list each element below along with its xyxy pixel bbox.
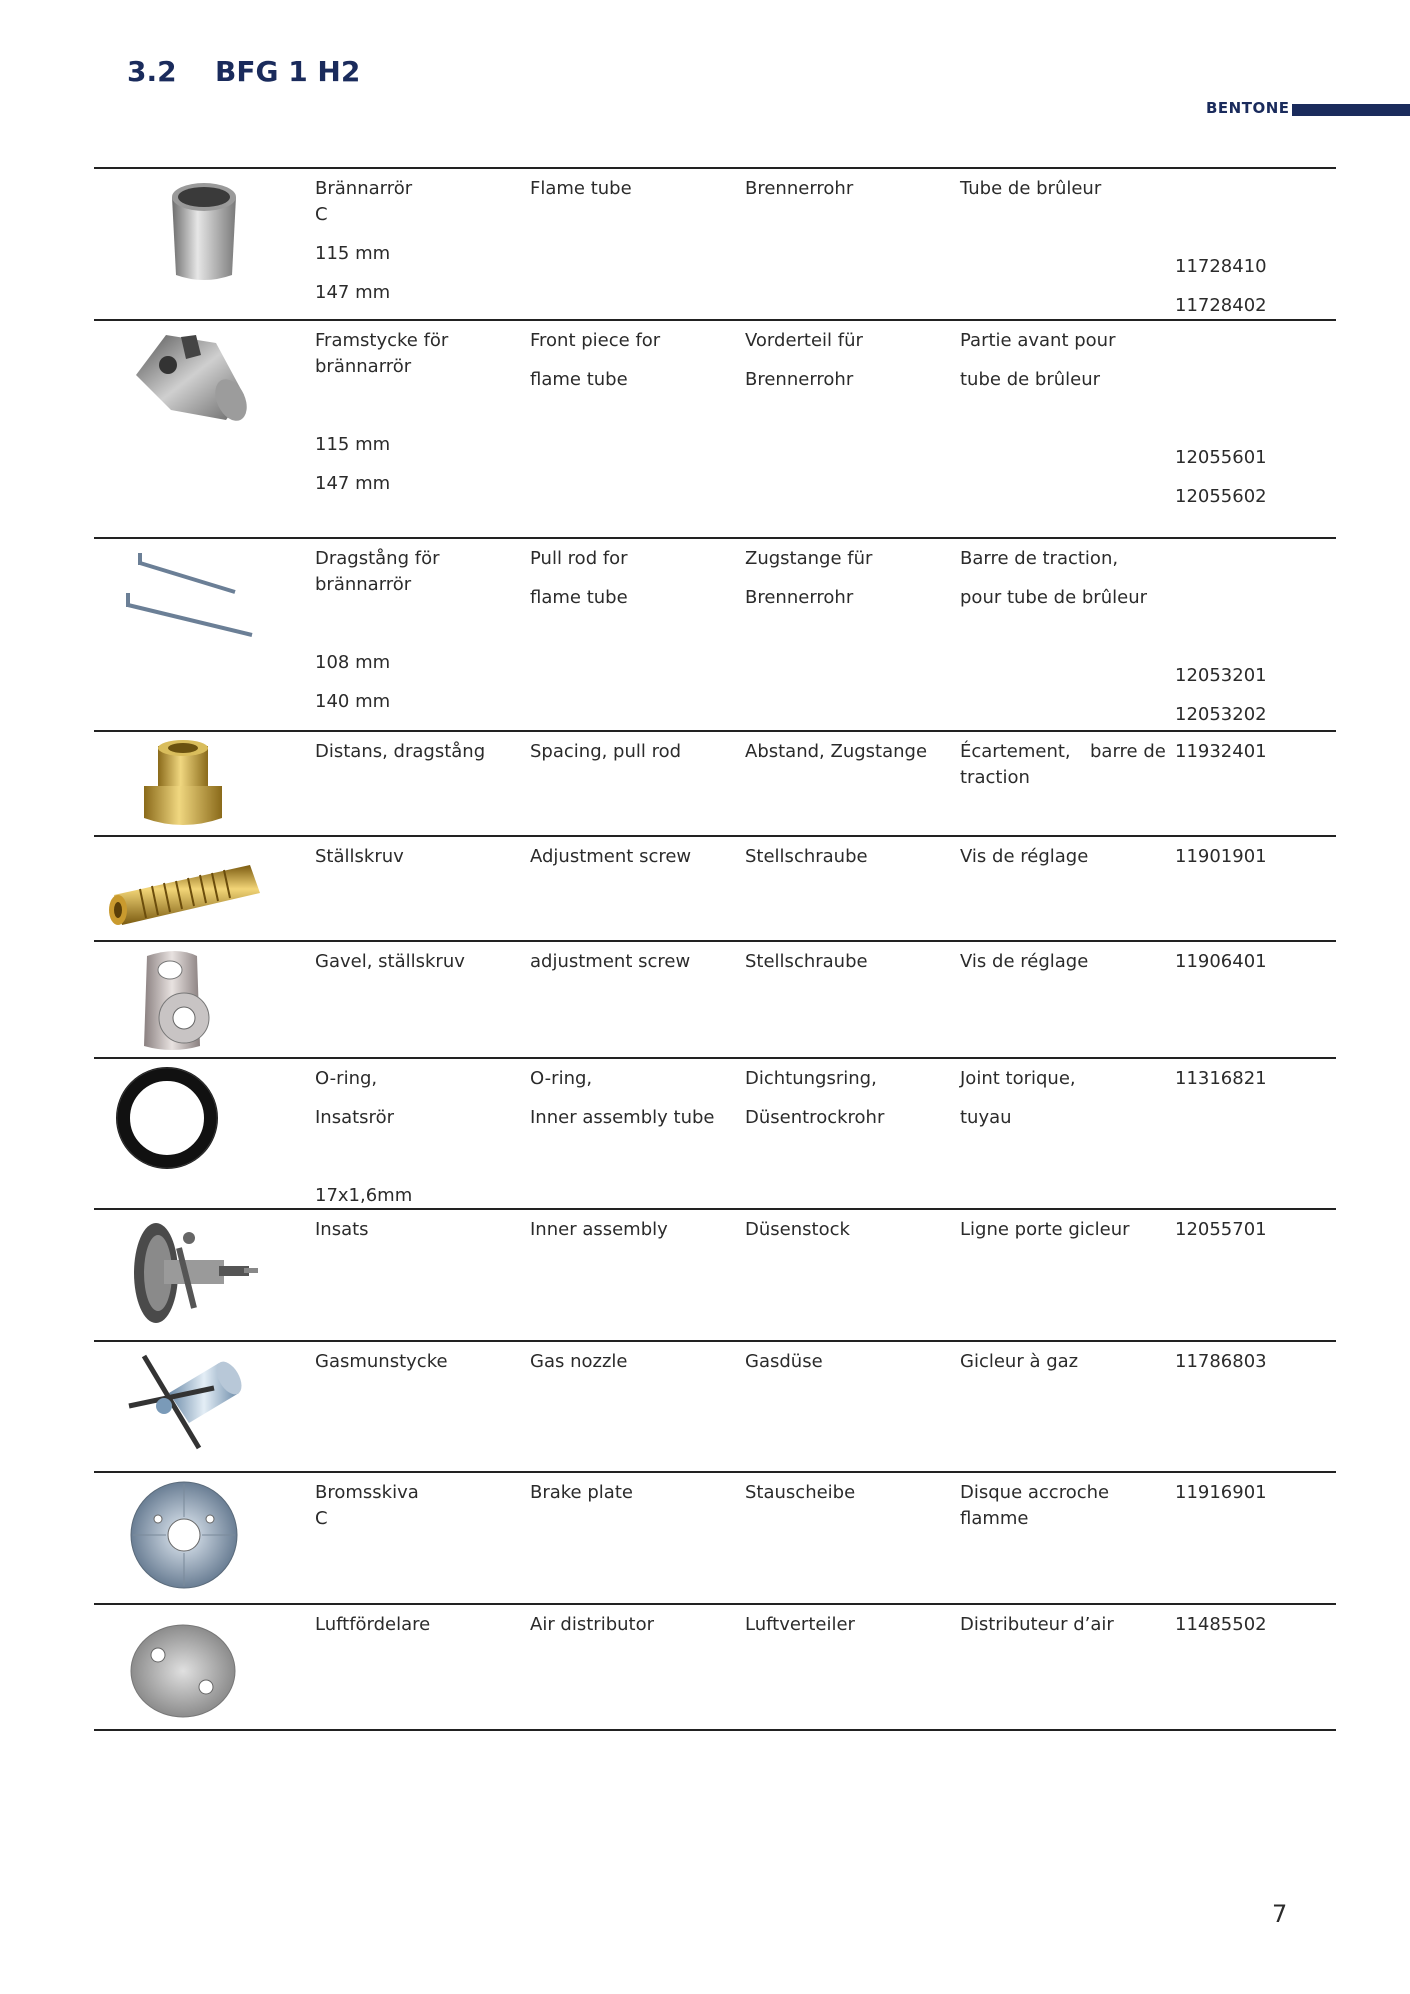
name-fr: Disque accroche — [960, 1482, 1110, 1503]
table-row — [94, 537, 1336, 731]
name-sv: C — [315, 204, 328, 225]
name-sv: brännarrör — [315, 574, 412, 595]
o-ring-icon — [112, 1063, 222, 1173]
section-title: BFG 1 H2 — [215, 55, 361, 88]
name-sv: Framstycke för — [315, 330, 449, 351]
name-sv: brännarrör — [315, 356, 412, 377]
name-en: O-ring, — [530, 1068, 593, 1089]
name-de: Luftverteiler — [745, 1614, 855, 1635]
name-en: Air distributor — [530, 1614, 655, 1635]
name-de: Zugstange für — [745, 548, 873, 569]
article-number: 11728410 — [1175, 256, 1267, 277]
name-fr: Partie avant pour — [960, 330, 1116, 351]
name-sv: Brännarrör — [315, 178, 413, 199]
name-de: Düsenstock — [745, 1219, 850, 1240]
name-fr: Vis de réglage — [960, 846, 1089, 867]
name-sv: Gavel, ställskruv — [315, 951, 465, 972]
size-label: 147 mm — [315, 473, 391, 494]
name-fr: Écartement, — [960, 741, 1071, 762]
name-de: Brennerrohr — [745, 178, 854, 199]
name-fr: traction — [960, 767, 1030, 788]
name-de: Dichtungsring, — [745, 1068, 877, 1089]
name-de: Gasdüse — [745, 1351, 823, 1372]
size-label: 147 mm — [315, 282, 391, 303]
name-fr: Tube de brûleur — [960, 178, 1102, 199]
name-de: Stauscheibe — [745, 1482, 856, 1503]
name-fr: flamme — [960, 1508, 1029, 1529]
table-row — [94, 1208, 1336, 1341]
name-sv: Distans, dragstång — [315, 741, 486, 762]
name-fr: tube de brûleur — [960, 369, 1101, 390]
article-number: 11932401 — [1175, 741, 1267, 762]
name-en: Pull rod for — [530, 548, 628, 569]
name-en: Adjustment screw — [530, 846, 692, 867]
section-number: 3.2 — [127, 55, 177, 88]
size-label: 115 mm — [315, 243, 391, 264]
article-number: 12055601 — [1175, 447, 1267, 468]
name-en: Front piece for — [530, 330, 661, 351]
name-sv: O-ring, — [315, 1068, 378, 1089]
screw-gable-icon — [132, 946, 222, 1054]
page-number: 7 — [1272, 1900, 1288, 1928]
name-sv: Bromsskiva — [315, 1482, 419, 1503]
name-en: flame tube — [530, 587, 628, 608]
article-number: 11786803 — [1175, 1351, 1267, 1372]
article-number: 11485502 — [1175, 1614, 1267, 1635]
name-fr: Vis de réglage — [960, 951, 1089, 972]
name-de: Brennerrohr — [745, 369, 854, 390]
name-sv: Insatsrör — [315, 1107, 394, 1128]
article-number: 11728402 — [1175, 295, 1267, 316]
name-fr: tuyau — [960, 1107, 1012, 1128]
name-en: Inner assembly — [530, 1219, 668, 1240]
name-fr: Joint torique, — [960, 1068, 1076, 1089]
table-row — [94, 940, 1336, 1059]
flame-tube-icon — [154, 175, 254, 285]
name-de: Vorderteil für — [745, 330, 863, 351]
table-row — [94, 1340, 1336, 1472]
name-sv: Ställskruv — [315, 846, 404, 867]
size-label: 17x1,6mm — [315, 1185, 413, 1206]
spacer-icon — [138, 736, 228, 831]
air-distributor-icon — [128, 1621, 238, 1721]
inner-assembly-icon — [124, 1218, 264, 1330]
name-fr: Ligne porte gicleur — [960, 1219, 1130, 1240]
name-en: Gas nozzle — [530, 1351, 628, 1372]
brand-logo-text: BENTONE — [1206, 99, 1290, 117]
name-de: Stellschraube — [745, 846, 868, 867]
name-sv: Gasmunstycke — [315, 1351, 448, 1372]
name-de: Düsentrockrohr — [745, 1107, 885, 1128]
name-fr: Distributeur d’air — [960, 1614, 1114, 1635]
name-fr: Barre de traction, — [960, 548, 1119, 569]
article-number: 12055602 — [1175, 486, 1267, 507]
brake-plate-icon — [128, 1479, 240, 1591]
gas-nozzle-icon — [124, 1348, 249, 1463]
front-piece-icon — [126, 325, 251, 425]
table-row — [94, 167, 1336, 319]
article-number: 11316821 — [1175, 1068, 1267, 1089]
name-sv: Dragstång för — [315, 548, 440, 569]
article-number: 11901901 — [1175, 846, 1267, 867]
table-row — [94, 730, 1336, 836]
article-number: 12053202 — [1175, 704, 1267, 725]
article-number: 11916901 — [1175, 1482, 1267, 1503]
name-en: flame tube — [530, 369, 628, 390]
adjustment-screw-icon — [100, 845, 270, 935]
section-heading — [127, 55, 360, 88]
pull-rod-icon — [120, 547, 260, 642]
brand-bar — [1292, 104, 1410, 116]
name-en: Brake plate — [530, 1482, 633, 1503]
name-en: Inner assembly tube — [530, 1107, 715, 1128]
name-en: Flame tube — [530, 178, 632, 199]
name-de: Stellschraube — [745, 951, 868, 972]
table-row — [94, 835, 1336, 941]
name-en: adjustment screw — [530, 951, 691, 972]
name-sv: C — [315, 1508, 328, 1529]
article-number: 11906401 — [1175, 951, 1267, 972]
name-fr: barre de — [1090, 741, 1166, 762]
name-de: Abstand, Zugstange — [745, 741, 928, 762]
table-row — [94, 1603, 1336, 1731]
table-row — [94, 1471, 1336, 1604]
name-sv: Insats — [315, 1219, 369, 1240]
name-de: Brennerrohr — [745, 587, 854, 608]
size-label: 108 mm — [315, 652, 391, 673]
article-number: 12053201 — [1175, 665, 1267, 686]
table-row — [94, 1057, 1336, 1209]
name-en: Spacing, pull rod — [530, 741, 682, 762]
size-label: 140 mm — [315, 691, 391, 712]
name-fr: Gicleur à gaz — [960, 1351, 1079, 1372]
name-sv: Luftfördelare — [315, 1614, 431, 1635]
size-label: 115 mm — [315, 434, 391, 455]
name-fr: pour tube de brûleur — [960, 587, 1147, 608]
article-number: 12055701 — [1175, 1219, 1267, 1240]
table-row — [94, 319, 1336, 538]
